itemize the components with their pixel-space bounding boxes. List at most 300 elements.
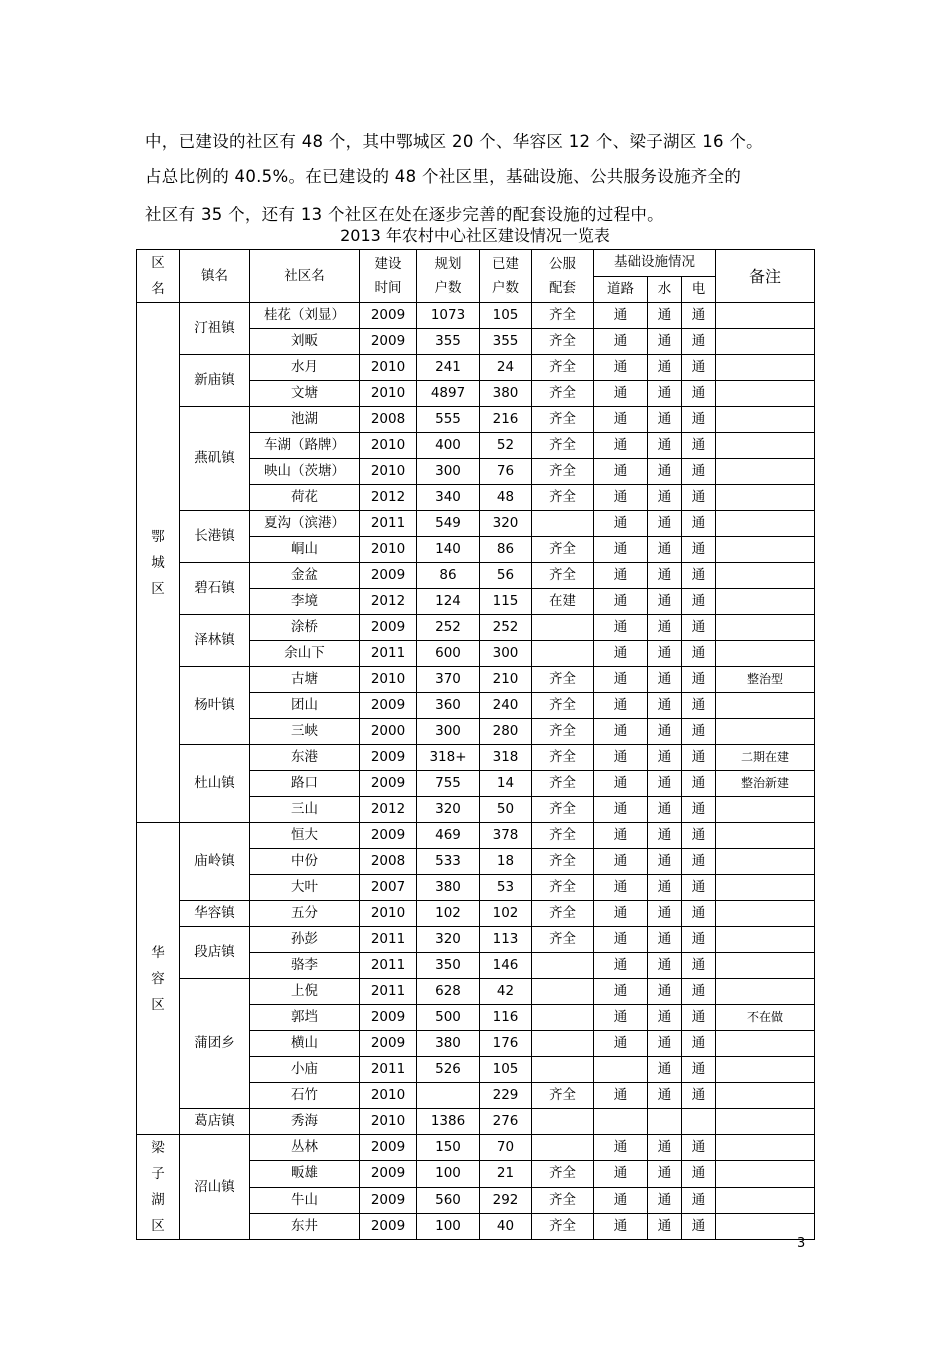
community-name-cell: 牛山 [250, 1187, 360, 1213]
remarks-cell [716, 407, 815, 433]
public-services-cell: 齐全 [532, 537, 594, 563]
intro-line-3: 社区有 35 个，还有 13 个社区在处在逐步完善的配套设施的过程中。 [145, 205, 664, 224]
community-name-cell: 孙彭 [250, 927, 360, 953]
water-status-cell: 通 [648, 615, 682, 641]
road-status-cell: 通 [594, 823, 648, 849]
planned-households-cell: 355 [417, 329, 480, 355]
built-households-cell: 53 [480, 875, 532, 901]
public-services-cell: 齐全 [532, 1187, 594, 1213]
road-status-cell: 通 [594, 459, 648, 485]
water-status-cell: 通 [648, 433, 682, 459]
road-status-cell: 通 [594, 719, 648, 745]
planned-households-cell: 300 [417, 719, 480, 745]
remarks-cell [716, 797, 815, 823]
community-name-cell: 桂花（刘显） [250, 303, 360, 329]
community-name-cell: 丛林 [250, 1135, 360, 1161]
planned-households-cell: 100 [417, 1213, 480, 1239]
remarks-cell [716, 1161, 815, 1187]
water-status-cell: 通 [648, 1057, 682, 1083]
built-households-cell: 300 [480, 641, 532, 667]
header-town: 镇名 [180, 250, 250, 303]
town-cell: 泽林镇 [180, 615, 250, 667]
public-services-cell: 齐全 [532, 485, 594, 511]
power-status-cell: 通 [682, 979, 716, 1005]
remarks-cell [716, 303, 815, 329]
town-cell: 杜山镇 [180, 745, 250, 823]
road-status-cell: 通 [594, 303, 648, 329]
remarks-cell [716, 459, 815, 485]
community-table [136, 249, 815, 1240]
public-services-cell: 齐全 [532, 1161, 594, 1187]
built-households-cell: 21 [480, 1161, 532, 1187]
power-status-cell: 通 [682, 433, 716, 459]
community-name-cell: 三山 [250, 797, 360, 823]
community-name-cell: 五分 [250, 901, 360, 927]
community-name-cell: 三峡 [250, 719, 360, 745]
water-status-cell: 通 [648, 511, 682, 537]
road-status-cell [594, 1057, 648, 1083]
water-status-cell: 通 [648, 485, 682, 511]
power-status-cell: 通 [682, 1083, 716, 1109]
planned-households-cell: 340 [417, 485, 480, 511]
built-households-cell: 102 [480, 901, 532, 927]
built-households-cell: 355 [480, 329, 532, 355]
community-name-cell: 李境 [250, 589, 360, 615]
build-time-cell: 2009 [360, 1161, 417, 1187]
power-status-cell: 通 [682, 381, 716, 407]
community-name-cell: 金盆 [250, 563, 360, 589]
water-status-cell: 通 [648, 875, 682, 901]
remarks-cell [716, 1109, 815, 1135]
water-status-cell: 通 [648, 823, 682, 849]
remarks-cell [716, 485, 815, 511]
power-status-cell: 通 [682, 667, 716, 693]
public-services-cell [532, 1031, 594, 1057]
built-households-cell: 280 [480, 719, 532, 745]
town-cell: 华容镇 [180, 901, 250, 927]
header-services: 公服 配套 [532, 250, 594, 303]
build-time-cell: 2011 [360, 979, 417, 1005]
road-status-cell: 通 [594, 589, 648, 615]
build-time-cell: 2009 [360, 1031, 417, 1057]
public-services-cell [532, 1135, 594, 1161]
remarks-cell [716, 823, 815, 849]
remarks-cell [716, 719, 815, 745]
remarks-cell [716, 641, 815, 667]
power-status-cell: 通 [682, 329, 716, 355]
town-cell: 沼山镇 [180, 1135, 250, 1240]
remarks-cell [716, 875, 815, 901]
built-households-cell: 176 [480, 1031, 532, 1057]
power-status-cell: 通 [682, 771, 716, 797]
table-row [137, 407, 815, 433]
water-status-cell: 通 [648, 1005, 682, 1031]
road-status-cell: 通 [594, 641, 648, 667]
road-status-cell: 通 [594, 355, 648, 381]
table-row [137, 511, 815, 537]
community-name-cell: 上倪 [250, 979, 360, 1005]
water-status-cell: 通 [648, 329, 682, 355]
power-status-cell [682, 1109, 716, 1135]
water-status-cell: 通 [648, 459, 682, 485]
power-status-cell: 通 [682, 849, 716, 875]
built-households-cell: 229 [480, 1083, 532, 1109]
road-status-cell: 通 [594, 511, 648, 537]
power-status-cell: 通 [682, 303, 716, 329]
build-time-cell: 2009 [360, 563, 417, 589]
public-services-cell [532, 641, 594, 667]
remarks-cell: 二期在建 [716, 745, 815, 771]
planned-households-cell: 500 [417, 1005, 480, 1031]
public-services-cell: 齐全 [532, 849, 594, 875]
road-status-cell: 通 [594, 875, 648, 901]
water-status-cell: 通 [648, 563, 682, 589]
planned-households-cell: 560 [417, 1187, 480, 1213]
remarks-cell [716, 901, 815, 927]
built-households-cell: 18 [480, 849, 532, 875]
planned-households-cell: 555 [417, 407, 480, 433]
power-status-cell: 通 [682, 693, 716, 719]
build-time-cell: 2010 [360, 537, 417, 563]
power-status-cell: 通 [682, 745, 716, 771]
public-services-cell [532, 1057, 594, 1083]
power-status-cell: 通 [682, 459, 716, 485]
water-status-cell: 通 [648, 589, 682, 615]
planned-households-cell: 380 [417, 875, 480, 901]
built-households-cell: 276 [480, 1109, 532, 1135]
public-services-cell [532, 511, 594, 537]
water-status-cell: 通 [648, 355, 682, 381]
public-services-cell: 在建 [532, 589, 594, 615]
planned-households-cell: 549 [417, 511, 480, 537]
planned-households-cell: 370 [417, 667, 480, 693]
remarks-cell: 不在做 [716, 1005, 815, 1031]
remarks-cell [716, 563, 815, 589]
power-status-cell: 通 [682, 823, 716, 849]
build-time-cell: 2009 [360, 1213, 417, 1239]
road-status-cell: 通 [594, 1031, 648, 1057]
planned-households-cell: 469 [417, 823, 480, 849]
header-build-time: 建设 时间 [360, 250, 417, 303]
public-services-cell: 齐全 [532, 771, 594, 797]
public-services-cell: 齐全 [532, 563, 594, 589]
district-cell: 梁 子 湖 区 [137, 1135, 180, 1240]
remarks-cell: 整治新建 [716, 771, 815, 797]
build-time-cell: 2008 [360, 849, 417, 875]
road-status-cell: 通 [594, 563, 648, 589]
public-services-cell [532, 1109, 594, 1135]
built-households-cell: 113 [480, 927, 532, 953]
town-cell: 碧石镇 [180, 563, 250, 615]
build-time-cell: 2011 [360, 1057, 417, 1083]
water-status-cell: 通 [648, 641, 682, 667]
planned-households-cell: 252 [417, 615, 480, 641]
build-time-cell: 2009 [360, 693, 417, 719]
planned-households-cell: 318+ [417, 745, 480, 771]
table-title: 2013 年农村中心社区建设情况一览表 [340, 226, 610, 245]
remarks-cell [716, 355, 815, 381]
built-households-cell: 380 [480, 381, 532, 407]
built-households-cell: 210 [480, 667, 532, 693]
public-services-cell: 齐全 [532, 667, 594, 693]
town-cell: 蒲团乡 [180, 979, 250, 1109]
build-time-cell: 2009 [360, 1187, 417, 1213]
build-time-cell: 2009 [360, 745, 417, 771]
road-status-cell: 通 [594, 433, 648, 459]
public-services-cell: 齐全 [532, 719, 594, 745]
build-time-cell: 2010 [360, 433, 417, 459]
town-cell: 燕矶镇 [180, 407, 250, 511]
water-status-cell: 通 [648, 1161, 682, 1187]
remarks-cell [716, 615, 815, 641]
community-name-cell: 刘畈 [250, 329, 360, 355]
water-status-cell: 通 [648, 1083, 682, 1109]
community-name-cell: 夏沟（滨港） [250, 511, 360, 537]
town-cell: 庙岭镇 [180, 823, 250, 901]
table-row [137, 563, 815, 589]
build-time-cell: 2011 [360, 953, 417, 979]
built-households-cell: 50 [480, 797, 532, 823]
community-name-cell: 水月 [250, 355, 360, 381]
built-households-cell: 116 [480, 1005, 532, 1031]
water-status-cell: 通 [648, 381, 682, 407]
public-services-cell [532, 979, 594, 1005]
community-name-cell: 文塘 [250, 381, 360, 407]
remarks-cell [716, 927, 815, 953]
built-households-cell: 76 [480, 459, 532, 485]
power-status-cell: 通 [682, 537, 716, 563]
build-time-cell: 2012 [360, 485, 417, 511]
built-households-cell: 216 [480, 407, 532, 433]
town-cell: 段店镇 [180, 927, 250, 979]
header-infrastructure: 基础设施情况 [594, 250, 716, 277]
water-status-cell: 通 [648, 927, 682, 953]
built-households-cell: 105 [480, 303, 532, 329]
road-status-cell: 通 [594, 615, 648, 641]
built-households-cell: 105 [480, 1057, 532, 1083]
power-status-cell: 通 [682, 1161, 716, 1187]
public-services-cell [532, 615, 594, 641]
water-status-cell: 通 [648, 719, 682, 745]
water-status-cell: 通 [648, 849, 682, 875]
remarks-cell [716, 433, 815, 459]
remarks-cell: 整治型 [716, 667, 815, 693]
power-status-cell: 通 [682, 1031, 716, 1057]
community-name-cell: 团山 [250, 693, 360, 719]
water-status-cell [648, 1109, 682, 1135]
power-status-cell: 通 [682, 1187, 716, 1213]
build-time-cell: 2000 [360, 719, 417, 745]
build-time-cell: 2012 [360, 797, 417, 823]
community-name-cell: 东井 [250, 1213, 360, 1239]
water-status-cell: 通 [648, 407, 682, 433]
header-water: 水 [648, 276, 682, 303]
planned-households-cell: 124 [417, 589, 480, 615]
table-row [137, 303, 815, 329]
road-status-cell [594, 1109, 648, 1135]
remarks-cell [716, 329, 815, 355]
road-status-cell: 通 [594, 797, 648, 823]
water-status-cell: 通 [648, 1135, 682, 1161]
build-time-cell: 2011 [360, 511, 417, 537]
built-households-cell: 14 [480, 771, 532, 797]
built-households-cell: 378 [480, 823, 532, 849]
header-district: 区 名 [137, 250, 180, 303]
public-services-cell [532, 953, 594, 979]
road-status-cell: 通 [594, 1213, 648, 1239]
public-services-cell: 齐全 [532, 693, 594, 719]
community-name-cell: 峒山 [250, 537, 360, 563]
build-time-cell: 2010 [360, 459, 417, 485]
planned-households-cell: 380 [417, 1031, 480, 1057]
remarks-cell [716, 537, 815, 563]
road-status-cell: 通 [594, 329, 648, 355]
build-time-cell: 2009 [360, 329, 417, 355]
remarks-cell [716, 1031, 815, 1057]
remarks-cell [716, 979, 815, 1005]
remarks-cell [716, 1187, 815, 1213]
public-services-cell: 齐全 [532, 797, 594, 823]
built-households-cell: 318 [480, 745, 532, 771]
table-row [137, 355, 815, 381]
intro-paragraph [145, 124, 825, 232]
header-road: 道路 [594, 276, 648, 303]
community-name-cell: 秀海 [250, 1109, 360, 1135]
water-status-cell: 通 [648, 667, 682, 693]
community-name-cell: 骆李 [250, 953, 360, 979]
build-time-cell: 2011 [360, 641, 417, 667]
community-name-cell: 映山（茨塘） [250, 459, 360, 485]
water-status-cell: 通 [648, 745, 682, 771]
power-status-cell: 通 [682, 797, 716, 823]
power-status-cell: 通 [682, 615, 716, 641]
town-cell: 葛店镇 [180, 1109, 250, 1135]
power-status-cell: 通 [682, 953, 716, 979]
build-time-cell: 2009 [360, 823, 417, 849]
power-status-cell: 通 [682, 927, 716, 953]
remarks-cell [716, 693, 815, 719]
public-services-cell: 齐全 [532, 745, 594, 771]
build-time-cell: 2009 [360, 1135, 417, 1161]
table-row [137, 745, 815, 771]
town-cell: 汀祖镇 [180, 303, 250, 355]
road-status-cell: 通 [594, 953, 648, 979]
planned-households-cell: 102 [417, 901, 480, 927]
community-name-cell: 恒大 [250, 823, 360, 849]
header-built: 已建 户数 [480, 250, 532, 303]
community-name-cell: 池湖 [250, 407, 360, 433]
build-time-cell: 2010 [360, 901, 417, 927]
build-time-cell: 2010 [360, 381, 417, 407]
planned-households-cell: 140 [417, 537, 480, 563]
public-services-cell: 齐全 [532, 303, 594, 329]
water-status-cell: 通 [648, 979, 682, 1005]
built-households-cell: 115 [480, 589, 532, 615]
remarks-cell [716, 511, 815, 537]
table-row [137, 1135, 815, 1161]
table-row [137, 615, 815, 641]
public-services-cell: 齐全 [532, 875, 594, 901]
community-name-cell: 郭垱 [250, 1005, 360, 1031]
public-services-cell: 齐全 [532, 407, 594, 433]
water-status-cell: 通 [648, 901, 682, 927]
water-status-cell: 通 [648, 771, 682, 797]
road-status-cell: 通 [594, 979, 648, 1005]
power-status-cell: 通 [682, 1213, 716, 1239]
community-name-cell: 古塘 [250, 667, 360, 693]
town-cell: 新庙镇 [180, 355, 250, 407]
power-status-cell: 通 [682, 589, 716, 615]
road-status-cell: 通 [594, 537, 648, 563]
road-status-cell: 通 [594, 485, 648, 511]
table-row [137, 927, 815, 953]
power-status-cell: 通 [682, 1057, 716, 1083]
water-status-cell: 通 [648, 537, 682, 563]
table-row [137, 979, 815, 1005]
build-time-cell: 2012 [360, 589, 417, 615]
planned-households-cell: 241 [417, 355, 480, 381]
water-status-cell: 通 [648, 953, 682, 979]
table-body [137, 303, 815, 1240]
remarks-cell [716, 1135, 815, 1161]
public-services-cell: 齐全 [532, 1083, 594, 1109]
table-row [137, 823, 815, 849]
community-name-cell: 中份 [250, 849, 360, 875]
road-status-cell: 通 [594, 667, 648, 693]
planned-households-cell: 350 [417, 953, 480, 979]
build-time-cell: 2009 [360, 771, 417, 797]
built-households-cell: 48 [480, 485, 532, 511]
planned-households-cell: 400 [417, 433, 480, 459]
planned-households-cell: 320 [417, 927, 480, 953]
planned-households-cell: 755 [417, 771, 480, 797]
community-name-cell: 石竹 [250, 1083, 360, 1109]
road-status-cell: 通 [594, 927, 648, 953]
intro-line-2: 占总比例的 40.5%。在已建设的 48 个社区里，基础设施、公共服务设施齐全的 [145, 167, 742, 186]
table-row [137, 901, 815, 927]
build-time-cell: 2009 [360, 1005, 417, 1031]
public-services-cell [532, 1005, 594, 1031]
road-status-cell: 通 [594, 1161, 648, 1187]
built-households-cell: 86 [480, 537, 532, 563]
built-households-cell: 56 [480, 563, 532, 589]
community-name-cell: 路口 [250, 771, 360, 797]
remarks-cell [716, 381, 815, 407]
water-status-cell: 通 [648, 797, 682, 823]
header-power: 电 [682, 276, 716, 303]
built-households-cell: 24 [480, 355, 532, 381]
community-name-cell: 横山 [250, 1031, 360, 1057]
remarks-cell [716, 849, 815, 875]
power-status-cell: 通 [682, 1135, 716, 1161]
power-status-cell: 通 [682, 719, 716, 745]
power-status-cell: 通 [682, 901, 716, 927]
power-status-cell: 通 [682, 1005, 716, 1031]
build-time-cell: 2010 [360, 1109, 417, 1135]
public-services-cell: 齐全 [532, 381, 594, 407]
power-status-cell: 通 [682, 875, 716, 901]
public-services-cell: 齐全 [532, 459, 594, 485]
page-number: 3 [797, 1236, 806, 1251]
community-name-cell: 小庙 [250, 1057, 360, 1083]
built-households-cell: 52 [480, 433, 532, 459]
built-households-cell: 252 [480, 615, 532, 641]
built-households-cell: 292 [480, 1187, 532, 1213]
built-households-cell: 240 [480, 693, 532, 719]
power-status-cell: 通 [682, 485, 716, 511]
planned-households-cell: 150 [417, 1135, 480, 1161]
table-row [137, 667, 815, 693]
